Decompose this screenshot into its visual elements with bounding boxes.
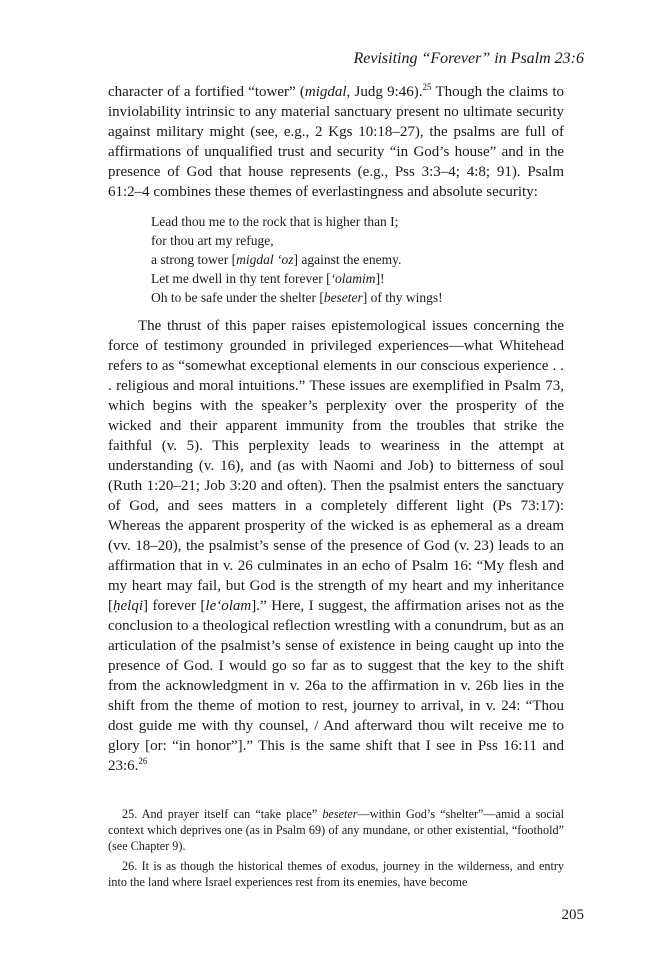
- footnote-26: 26. It is as though the historical themes of exodus, journey in the wilderness, and entry into the land where Israel experiences rest from its enemies, have become: [108, 859, 564, 889]
- paragraph-1: [108, 82, 564, 202]
- para2-text-a: The thrust of this paper raises epistemological issues concerning the force of testimony grounded in privileged experiences—what Whitehead refers to as “somewhat exceptional elements in our conscious experience . . . religious and moral intuitions.” These issues are exemplified in Psalm 73, which begins with the speaker’s perplexity over the prosperity of the wicked and their apparent immunity from the troubles that strike the faithful (v. 5). This perplexity leads to weariness in the attempt at understanding (v. 16), and (as with Naomi and Job) to bitterness of soul (Ruth 1:20–21; Job 3:20 and often). Then the psalmist enters the sanctuary of God, and sees matters in a completely different light (Ps 73:17): Whereas the apparent prosperity of the wicked is as ephemeral as a dream (vv. 18–20), the psalmist’s sense of the presence of God (v. 23) leads to an affirmation that in v. 26 culminates in an echo of Psalm 16: “My flesh and my heart may fail, but God is the strength of my heart and my inheritance [: [108, 318, 564, 614]
- footnote-25-italic: beseter: [322, 807, 358, 821]
- footnote-25: [108, 806, 564, 854]
- para1-text-c: Though the claims to inviolability intrinsic to any material sanctuary present no ultimate security against military might (see, e.g., 2 Kgs 10:18–27), the psalms are full of affirmations of unqualified trust and security “in God’s house” and in the presence of God that house represents (e.g., Pss 3:3–4; 4:8; 91). Psalm 61:2–4 combines these themes of everlastingness and absolute security:: [108, 84, 564, 200]
- quote-line-4-b: ]!: [375, 271, 385, 286]
- quote-line-4: [151, 269, 564, 288]
- quote-line-5-a: Oh to be safe under the shelter [: [151, 290, 324, 305]
- paragraph-2: [108, 316, 564, 776]
- quote-line-5-b: ] of thy wings!: [362, 290, 443, 305]
- para2-italic-leolam: le‘olam: [205, 598, 252, 614]
- para1-text-b: , Judg 9:46).: [346, 84, 423, 100]
- quote-line-3: [151, 250, 564, 269]
- quote-line-4-a: Let me dwell in thy tent forever [: [151, 271, 331, 286]
- quote-line-2: for thou art my refuge,: [151, 233, 274, 248]
- quote-line-3-a: a strong tower [: [151, 252, 237, 267]
- block-quote: [151, 212, 564, 307]
- para2-text-c: ].” Here, I suggest, the affirmation arises not as the conclusion to a theological reflection wrestling with a conundrum, but as an articulation of the psalmist’s sense of existence in being caught up into the presence of God. I would go so far as to suggest that the key to the shift from the acknowledgment in v. 26a to the affirmation in v. 26b lies in the shift from the theme of motion to rest, journey to arrival, in v. 24: “Thou dost guide me with thy counsel, / And afterward thou wilt receive me to glory [or: “in honor”].” This is the same shift that I see in Pss 16:11 and 23:6.: [108, 598, 564, 774]
- body-text: [108, 82, 564, 776]
- para1-text-a: character of a fortified “tower” (: [108, 84, 305, 100]
- footnote-25-b: —within God’s “shelter”—amid a social context which deprives one (as in Psalm 69) of any mundane, or other existential, “foothold” (see Chapter 9).: [108, 807, 564, 853]
- para2-italic-helqi: ḥelqi: [113, 598, 143, 614]
- quote-line-5: [151, 288, 564, 307]
- footnote-25-a: 25. And prayer itself can “take place”: [122, 807, 323, 821]
- quote-line-3-b: ] against the enemy.: [293, 252, 402, 267]
- page-number: 205: [561, 907, 584, 923]
- footnote-ref-26[interactable]: 26: [138, 756, 148, 766]
- running-header: Revisiting “Forever” in Psalm 23:6: [353, 50, 584, 67]
- para2-text-b: ] forever [: [143, 598, 206, 614]
- footnotes: [108, 806, 564, 894]
- quote-line-5-italic: beseter: [323, 290, 363, 305]
- para1-italic-migdal: migdal: [304, 84, 347, 100]
- quote-line-3-italic: migdal ‘oz: [236, 252, 294, 267]
- quote-line-1: Lead thou me to the rock that is higher than I;: [151, 214, 399, 229]
- footnote-ref-25[interactable]: 25: [422, 82, 432, 92]
- quote-line-4-italic: ‘olamim: [330, 271, 376, 286]
